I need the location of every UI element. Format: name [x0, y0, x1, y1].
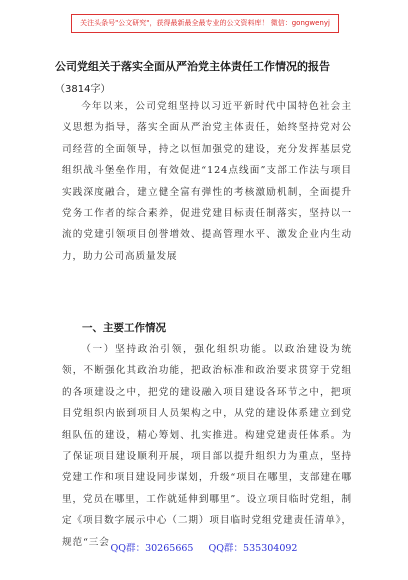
footer-qq-groups — [0, 540, 408, 554]
word-count: （3814字） — [55, 84, 111, 95]
footer-qq-group-2: QQ群：535304092 — [208, 543, 298, 554]
document-title: 公司党组关于落实全面从严治党主体责任工作情况的报告 — [55, 60, 330, 73]
footer-qq-group-1: QQ群：30265665 — [110, 543, 194, 554]
promo-banner: 关注头条号"公文研究"，获得最新最全最专业的公文资料库！ 微信：gongwenyj — [71, 14, 339, 33]
body-paragraph-intro: 今年以来，公司党组坚持以习近平新时代中国特色社会主义思想为指导，落实全面从严治党主体责任，始终坚持党对公司经营的全面领导，持之以恒加强党的建设，充分发挥基层党组织战斗堡垒作用，有效促进“124点线面”支部工作法与项目实践深度融合，建立健全富有弹性的考核激励机制，全面提升党务工作者的综合素养，促进党建目标责任制落实，坚持以一流的党建引领项目创誉增效、提高管理水平、激发企业内生动力，助力公司高质量发展 — [62, 101, 352, 262]
body-paragraph-section-1: （一）坚持政治引领，强化组织功能。以政治建设为统领，不断强化其政治功能，把政治标准和政治要求贯穿于党组的各项建设之中，把党的建设融入项目建设各环节之中，把项目党组织内嵌到项目人员架构之中，从党的建设体系建立到党组队伍的建设，精心筹划、扎实推进。构建党建责任体系。为了保证项目建设顺利开展，项目部以提升组织力为重点，坚持党建工作和项目建设同步谋划，升级“项目在哪里，支部建在哪里，党员在哪里，工作就延伸到哪里”。设立项目临时党组，制定《项目数字展示中心（二期）项目临时党组党建责任清单》，规范“三会 — [62, 344, 352, 548]
section-heading: 一、主要工作情况 — [82, 322, 166, 334]
